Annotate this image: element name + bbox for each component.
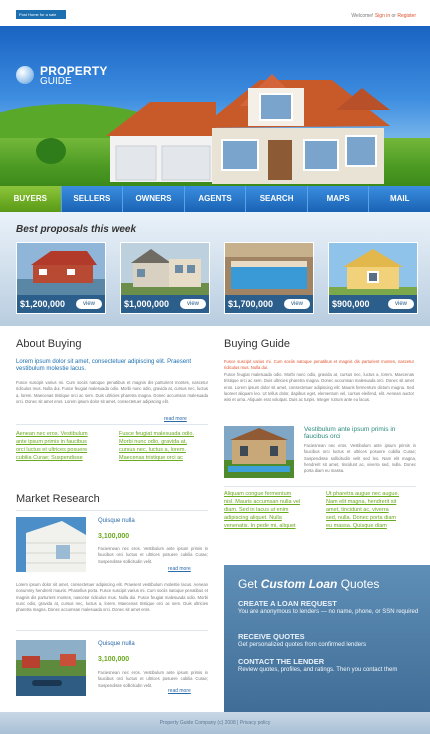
loan-step-desc: You are anonymous to lenders — no name, phone, or SSN required [238,609,419,615]
proposal-price-4: $900,000 [332,299,370,309]
buying-guide-feature-text: Faciesnean nec eros. Vestibulum ante ipsum primis in faucibus orci luctus et ultrices posuere cubilia Curae; Suspendisse sollicitudin velit sed leo. Nam elit magna, hendrerit sit amet, tincidunt ac, viverra sed, nulla. Donec porta diam eu massa. [304,443,416,474]
buying-guide-link[interactable]: adipiscing aliquet. Nulla [224,515,282,521]
market-item1-price: 3,100,000 [98,533,130,540]
loan-title-suffix: Quotes [340,577,380,591]
loan-step-heading: CONTACT THE LENDER [238,657,325,666]
nav-mail[interactable]: MAIL [389,194,410,203]
welcome-text: Welcome! [351,13,374,19]
proposal-card-4[interactable] [328,242,418,314]
loan-title-prefix: Get [238,577,258,591]
welcome-area [351,13,416,19]
or-text: or [391,13,396,19]
proposal-card-3[interactable] [224,242,314,314]
buying-guide-link[interactable]: Ut pharetra augue nec augue. [326,491,400,497]
loan-step-heading: CREATE A LOAN REQUEST [238,599,337,608]
nav-search[interactable]: SEARCH [246,186,308,212]
proposal-price-3: $1,700,000 [228,299,274,309]
market-item1-read-more[interactable]: read more [168,566,191,572]
market-item1-name[interactable]: Quisque nulla [98,518,135,524]
logo-line1: PROPERTY [40,64,108,78]
proposal-bar-4 [329,295,417,313]
market-image-2 [16,640,86,696]
sign-in-link[interactable]: Sign in [374,13,391,19]
top-bar [0,0,430,26]
about-title: About Buying [16,338,82,350]
buying-guide-link[interactable]: Nam elit magna, hendrerit sit [326,499,397,505]
tree-image [36,138,66,164]
loan-title-emph: Custom Loan [260,577,338,591]
nav-owners[interactable]: OWNERS [123,186,185,212]
buying-guide-image [224,426,294,478]
view-button-4[interactable]: view [388,299,414,309]
proposal-card-1[interactable] [16,242,106,314]
nav-agents[interactable]: AGENTS [185,186,247,212]
proposal-card-2[interactable] [120,242,210,314]
hero-banner [0,26,430,186]
about-link[interactable]: orci luctus et ultrices posuere [16,447,88,453]
loan-step-heading: RECEIVE QUOTES [238,632,305,641]
about-link[interactable]: ante ipsum primis in faucibus [16,439,87,445]
loan-title [238,577,379,591]
register-link[interactable]: Register [397,13,416,19]
proposal-image-1 [17,243,105,295]
about-link[interactable]: cubilia Curae; Suspendisse [16,455,83,461]
view-button-3[interactable]: view [284,299,310,309]
loan-step-1[interactable] [238,599,420,616]
buying-guide-link[interactable]: venenatis. In pede mi, aliquet [224,523,296,529]
buying-guide-links-right [326,490,418,530]
proposals-section [0,212,430,326]
proposals-title: Best proposals this week [16,224,137,235]
buying-guide-link[interactable]: amet, tincidunt ac, viverra [326,507,389,513]
buying-guide-link[interactable]: eu massa. Quisque diam [326,523,387,529]
buying-guide-link[interactable]: sed, nulla. Donec porta diam [326,515,397,521]
proposal-price-1: $1,200,000 [20,299,66,309]
about-link[interactable]: cursus nec, luctus a, lorem. [119,447,186,453]
site-logo[interactable] [16,64,136,104]
loan-step-2[interactable] [238,632,420,649]
about-link[interactable]: Aenean nec eros. Vestibulum [16,431,88,437]
buying-guide-link[interactable]: nisl. Mauris accumsan nulla vel [224,499,301,505]
market-divider [16,510,208,511]
loan-step-3[interactable] [238,657,420,674]
main-nav [0,186,430,212]
proposal-image-2 [121,243,209,295]
loan-step-desc: Get personalized quotes from confirmed lenders [238,642,367,648]
proposal-image-3 [225,243,313,295]
nav-maps[interactable]: MAPS [308,186,370,212]
buying-guide-link[interactable]: Aliquam congue fermentum [224,491,292,497]
buying-guide-title: Buying Guide [224,338,291,350]
proposal-price-2: $1,000,000 [124,299,170,309]
footer: Property Guide Company (c) 2008 | Privacy policy [0,712,430,734]
house-image [100,66,400,186]
post-home-link[interactable]: Post Home for a sale [16,10,66,19]
buying-guide-text: Fusce feugiat malesuada odio. Morbi nunc odio, gravida at, cursus nec, luctus a, lorem. Maecenas tristique orci ac sem. Duis ultricies pharetra magna. Donec accumsan malesuada orci. Donec sit amet eros. Lorem ipsum dolor sit amet, consectetuer adipiscing elit. Mauris fermentum dictum magna. Sed laoreet aliquam leo. Ut tellus dolor, dapibus eget, elementum vel, cursus eleifend, elit. Aenean auctor wisi et urna. Aliquam erat volutpat. Duis ac turpis. Integer rutrum ante eu lacus. [224,372,414,403]
about-link[interactable]: Maecenas tristique orci ac [119,455,183,461]
buying-guide-divider [224,486,416,487]
logo-line2: GUIDE [40,76,72,87]
about-link[interactable]: Fusce feugiat malesuada odio. [119,431,194,437]
nav-sellers[interactable]: SELLERS [62,186,124,212]
about-links-right [119,430,211,462]
market-middle-text: Lorem ipsum dolor sit amet, consectetuer adipiscing elit. Praesent vestibulum molestie lacus. Aenean nonummy hendrerit mauris. Phasellus porta. Fusce suscipit varius mi. Cum sociis natoque penatibus et magnis dis parturient montes, nascetur ridiculus mus. Nulla dui. Fusce feugiat malesuada odio. Morbi nunc odio, gravida at, cursus nec, luctus a, lorem. Maecenas tristique orci ac sem. Duis ultricies pharetra magna. Donec accumsan malesuada orci. Donec sit amet eros. [16,582,208,613]
about-read-more[interactable]: read more [164,416,187,422]
market-divider-2 [16,630,208,631]
about-divider [16,424,208,425]
about-text: Fusce suscipit varius mi. Cum sociis natoque penatibus et magnis dis parturient montes, nascetur ridiculus mus. Nulla dui. Fusce feugiat malesuada odio. Morbi nunc odio, gravida at, cursus nec, luctus a, lorem. Maecenas tristique orci ac sem. Duis ultricies pharetra magna. Donec accumsan malesuada orci. Donec sit amet eros. Lorem ipsum dolor sit amet, consectetuer adipiscing elit. [16,380,208,404]
market-image-1 [16,517,86,572]
market-title: Market Research [16,493,100,505]
market-item2-read-more[interactable]: read more [168,688,191,694]
proposal-bar-1 [17,295,105,313]
market-item1-text: Faciesnean nec eros. Vestibulum ante ipsum primis in faucibus orci luctus et ultrices posuere cubilia Curae; Suspendisse sollicitudin velit. [98,546,208,564]
view-button-1[interactable]: view [76,299,102,309]
about-lead: Lorem ipsum dolor sit amet, consectetuer adipiscing elit. Praesent vestibulum molestie lacus. [16,359,192,372]
loan-step-desc: Review quotes, profiles, and ratings. Then you contact them [238,667,398,673]
buying-guide-highlight: Fusce suscipit varius mi. Cum sociis natoque penatibus et magnis dis parturient montes, nascetur ridiculus mus. Nulla dui. [224,359,414,371]
market-item2-price: 3,100,000 [98,656,130,663]
view-button-2[interactable]: view [180,299,206,309]
globe-icon [16,66,34,84]
buying-guide-feature-title[interactable]: Vestibulum ante ipsum primis in faucibus orci [304,426,396,440]
about-links-left [16,430,110,462]
market-item2-text: Faciesnean nec eros. Vestibulum ante ipsum primis in faucibus orci luctus et ultrices posuere cubilia Curae; Suspendisse sollicitudin velit. [98,670,208,688]
proposal-bar-2 [121,295,209,313]
market-item2-name[interactable]: Quisque nulla [98,641,135,647]
proposal-image-4 [329,243,417,295]
buying-guide-link[interactable]: diam. Sed in lacus ut enim [224,507,289,513]
about-link[interactable]: Morbi nunc odio, gravida at, [119,439,187,445]
nav-buyers[interactable]: BUYERS [0,186,62,212]
buying-guide-links-left [224,490,320,530]
proposal-bar-3 [225,295,313,313]
loan-quotes-panel [224,565,430,712]
